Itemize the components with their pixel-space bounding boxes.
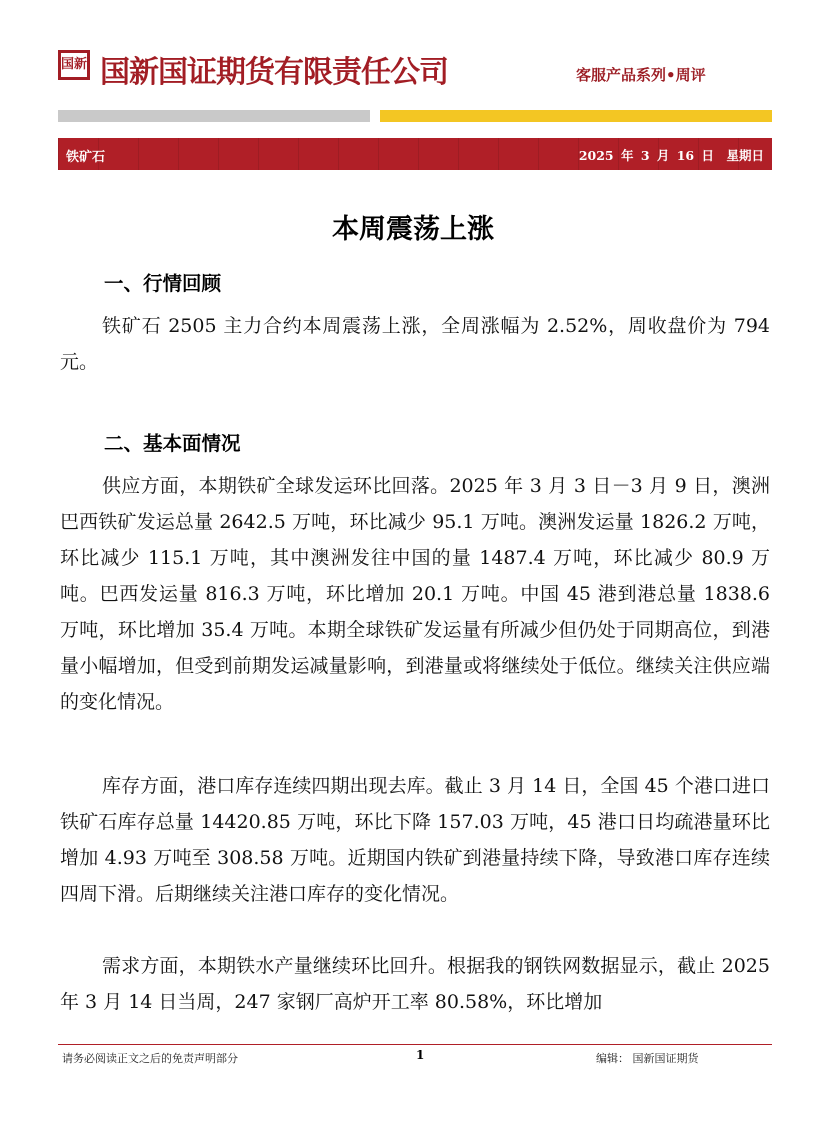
section-heading-review: 一、行情回顾 [104, 272, 222, 295]
header-gray-bar [58, 110, 370, 122]
commodity-label: 铁矿石 [66, 150, 106, 165]
header-yellow-bar [380, 110, 772, 122]
paragraph-supply: 供应方面，本期铁矿全球发运环比回落。2025 年 3 月 3 日－3 月 9 日，澳洲巴西铁矿发运总量 2642.5 万吨，环比减少 95.1 万吨。澳洲发运量 1826.2 万吨，环比减少 115.1 万吨，其中澳洲发往中国的量 1487.4 万吨，环比减少 80.9 万吨。巴西发运量 816.3 万吨，环比增加 20.1 万吨。中国 45 港到港总量 1838.6 万吨，环比增加 35.4 万吨。本期全球铁矿发运量有所减少但仍处于同期高位，到港量小幅增加，但受到前期发运减量影响，到港量或将继续处于低位。继续关注供应端的变化情况。 [60, 475, 770, 713]
footer-divider [58, 1044, 772, 1045]
footer-editor: 编辑： 国新国证期货 [596, 1052, 699, 1065]
page-number: 1 [416, 1048, 425, 1062]
footer-disclaimer: 请务必阅读正文之后的免责声明部分 [62, 1052, 238, 1065]
product-series: 客服产品系列•周评 [576, 66, 706, 84]
section-heading-fundamentals: 二、基本面情况 [104, 432, 241, 455]
paragraph-demand: 需求方面，本期铁水产量继续环比回升。根据我的钢铁网数据显示，截止 2025 年 3 月 14 日当周，247 家钢厂高炉开工率 80.58%，环比增加 [60, 955, 770, 1013]
report-date: 2025 年 3 月 16 日 星期日 [578, 148, 764, 163]
paragraph-inventory: 库存方面，港口库存连续四期出现去库。截止 3 月 14 日，全国 45 个港口进口铁矿石库存总量 14420.85 万吨，环比下降 157.03 万吨，45 港口日均疏港量环比增加 4.93 万吨至 308.58 万吨。近期国内铁矿到港量持续下降，导致港口库存连续四周下滑。后期继续关注港口库存的变化情况。 [60, 775, 770, 905]
page-title: 本周震荡上涨 [332, 214, 494, 245]
company-name: 国新国证期货有限责任公司 [100, 55, 448, 90]
paragraph-review: 铁矿石 2505 主力合约本周震荡上涨，全周涨幅为 2.52%，周收盘价为 794 元。 [60, 315, 770, 373]
company-logo: 国新 [58, 50, 90, 80]
